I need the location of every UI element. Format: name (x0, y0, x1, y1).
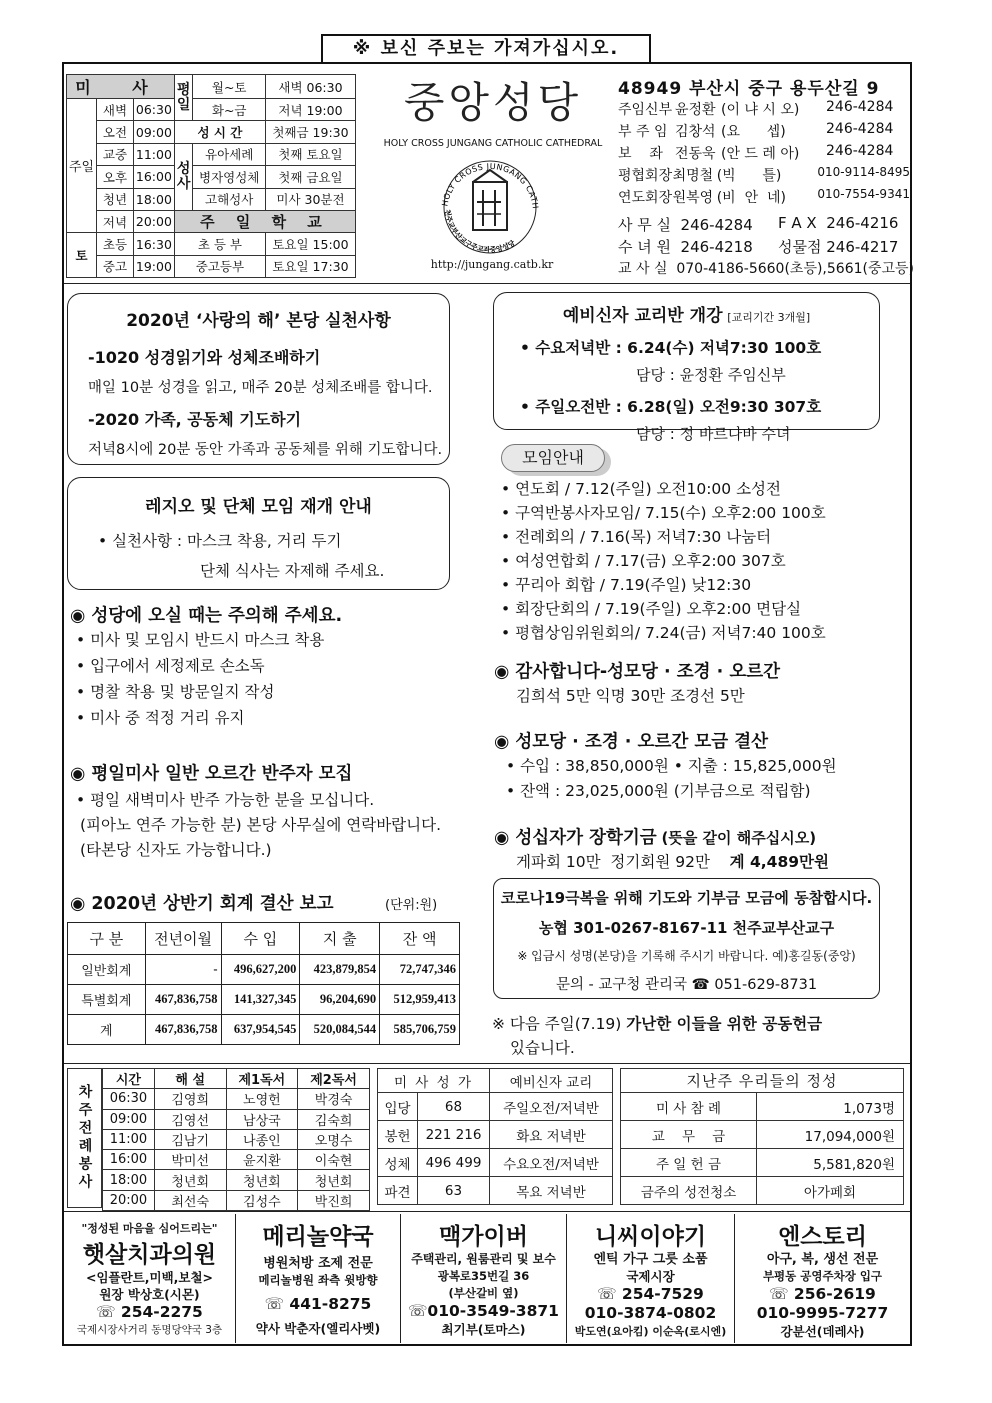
offering-label: 교 무 금 (621, 1121, 757, 1149)
ad-phone: ☏ 256-2619 (769, 1285, 876, 1303)
acct-cell: 467,836,758 (145, 985, 221, 1015)
acct-cell: 467,836,758 (145, 1015, 221, 1045)
ad-line: 약사 박춘자(엘리사벳) (255, 1321, 381, 1336)
sacrament-time: 첫째 토요일 (265, 143, 355, 165)
sunday-slot: 새벽 (97, 99, 133, 120)
ad-line: 국제시장사거리 동명당약국 3층 (76, 1324, 223, 1336)
acct-cell: 637,954,545 (221, 1015, 300, 1045)
ad-line: 박도연(요아킴) 이순옥(로시엔) (574, 1325, 727, 1338)
servers-cell: 김숙희 (298, 1109, 370, 1129)
sunday-time: 06:30 (135, 102, 172, 118)
servers-cell: 나종인 (226, 1129, 298, 1149)
header-divider (64, 283, 910, 284)
catechism-title: 예비신자 교리반 개강 (562, 306, 723, 326)
acct-cell: 423,879,854 (300, 955, 380, 985)
acct-cell: 520,084,544 (300, 1015, 380, 1045)
acct-cell: - (145, 955, 221, 985)
sunday-time: 09:00 (135, 124, 172, 140)
offering-label: 금주의 성전청소 (621, 1177, 757, 1205)
ad-line: 최기부(토마스) (441, 1322, 526, 1337)
catechism-wed-time: 6.24(수) 저녁7:30 100호 (627, 339, 822, 357)
acct-header: 잔 액 (380, 923, 460, 955)
servers-cell: 09:00 (103, 1109, 155, 1129)
church-address: 48949 부산시 중구 용두산길 9 (618, 79, 880, 99)
love-year-item1-desc: 매일 10분 성경을 읽고, 매주 20분 성체조배를 합니다. (88, 380, 433, 396)
scholarship-sub: (뜻을 같이 해주십시오) (661, 829, 817, 847)
office-phone: 사 무 실 246-4284 (618, 216, 753, 234)
ad-line: <임플란트,미백,보철> (85, 1270, 214, 1285)
offering-title: 지난주 우리들의 정성 (621, 1069, 904, 1093)
servers-cell: 남상국 (226, 1109, 298, 1129)
ad-macgyver (401, 1214, 567, 1343)
servers-header: 제2독서 (298, 1069, 370, 1089)
bottom-divider (64, 1063, 910, 1064)
stats-cell: 수요오전/저녁반 (490, 1149, 613, 1177)
stats-cell: 주일오전/저녁반 (490, 1093, 613, 1121)
saturday-time: 16:30 (135, 236, 172, 252)
love-year-item2-desc: 저녁8시에 20분 동안 가족과 공동체를 위해 기도합니다. (88, 442, 443, 458)
staff-row: 평협회장 최명철 (빅 틀) 010-9114-8495 (618, 165, 910, 184)
organist-line: • 평일 새벽미사 반주 가능한 분을 모십니다. (76, 791, 375, 809)
offering-table (620, 1068, 904, 1205)
acct-header: 전년이월 (145, 923, 221, 955)
saturday-slot: 중고 (97, 256, 133, 277)
meeting-item: • 평협상임위원회의/ 7.24(금) 저녁7:40 100호 (501, 624, 826, 642)
legio-title: 레지오 및 단체 모임 재개 안내 (145, 497, 372, 517)
stats-cell: 입당 (378, 1093, 418, 1121)
take-bulletin-banner: ※ 보신 주보는 가져가십시오. (321, 34, 651, 64)
servers-header: 시간 (103, 1069, 155, 1089)
legio-line1: • 실천사항 : 마스크 착용, 거리 두기 (98, 532, 342, 550)
ad-name: 엔스토리 (778, 1224, 867, 1250)
acct-cell: 585,706,759 (380, 1015, 460, 1045)
caution-item: • 미사 중 적정 거리 유지 (76, 709, 245, 727)
meeting-item: • 여성연합회 / 7.17(금) 오후2:00 307호 (501, 552, 786, 570)
offering-value: 1,073명 (757, 1093, 904, 1121)
offering-value: 아가페회 (757, 1177, 904, 1205)
weekday-days: 월~토 (193, 75, 265, 99)
stats-header: 미 사 성 가 (378, 1069, 490, 1093)
servers-cell: 박경숙 (298, 1089, 370, 1109)
ad-dental-clinic (64, 1214, 236, 1343)
ad-name: 메리놀약국 (262, 1224, 374, 1250)
weekday-label: 평일 (174, 75, 193, 121)
servers-cell: 11:00 (103, 1129, 155, 1149)
servers-cell: 청년회 (226, 1170, 298, 1190)
teacher-room-phone: 교 사 실 070-4186-5660(초등),5661(중고등) (618, 261, 915, 277)
ad-name: 맥가이버 (439, 1224, 528, 1250)
ad-phone: ☏ 254-2275 (96, 1303, 203, 1321)
thanks-line: 김희석 5만 익명 30만 조경선 5만 (516, 687, 745, 705)
settlement-title: ◉ 성모당 · 조경 · 오르간 모금 결산 (494, 732, 769, 752)
saturday-slot: 초등 (97, 233, 133, 254)
catechism-period: [교리기간 3개월] (727, 311, 811, 324)
sunday-label: 주일 (67, 99, 97, 233)
organist-line: (피아노 연주 가능한 분) 본당 사무실에 연락바랍니다. (80, 816, 442, 834)
sunday-time: 16:00 (135, 169, 172, 185)
meetings-tag: 모임안내 (501, 444, 605, 472)
ad-line: 엔틱 가구 그릇 소품 (593, 1252, 708, 1267)
servers-cell: 노영헌 (226, 1089, 298, 1109)
sunday-time: 11:00 (135, 146, 172, 162)
ad-phone: ☏010-3549-3871 (408, 1302, 559, 1320)
covid-contact: 문의 - 교구청 관리국 ☎ 051-629-8731 (555, 977, 818, 993)
saturday-label: 토 (67, 233, 97, 278)
shop-phone: 성물점 246-4217 (778, 238, 899, 256)
holy-hour-label: 성 시 간 (174, 121, 265, 143)
acct-header: 구 분 (68, 923, 146, 955)
ad-name: 니씨이야기 (594, 1224, 707, 1250)
servers-cell: 오명수 (298, 1129, 370, 1149)
meeting-item: • 전례회의 / 7.16(목) 저녁7:30 나눔터 (501, 528, 772, 546)
meeting-item: • 연도회 / 7.12(주일) 오전10:00 소성전 (501, 480, 782, 498)
scholarship-title: ◉ 성십자가 장학기금 (494, 828, 657, 848)
stats-cell: 63 (418, 1177, 490, 1205)
covid-note: ※ 입금시 성명(본당)을 기록해 주시기 바랍니다. 예)홍길동(중앙) (517, 949, 856, 963)
svg-text:HOLY CROSS JUNGANG CATHOLIC CA: HOLY CROSS JUNGANG CATH (440, 161, 540, 210)
covid-account: 농협 301-0267-8167-11 천주교부산교구 (538, 919, 835, 937)
sacrament-time: 첫째 금요일 (265, 166, 355, 188)
servers-cell: 청년회 (298, 1170, 370, 1190)
catechism-sun-label: • 주일오전반 : (520, 398, 622, 416)
ad-line: 주택관리, 원룸관리 및 보수 (411, 1252, 556, 1266)
sunday-slot: 오후 (97, 166, 133, 187)
offering-label: 주 일 헌 금 (621, 1149, 757, 1177)
accounting-table (67, 922, 460, 1045)
servers-cell: 06:30 (103, 1089, 155, 1109)
accounting-unit: (단위:원) (385, 898, 438, 913)
ad-phone: 010-3874-0802 (584, 1304, 717, 1322)
settlement-line1: • 수입 : 38,850,000원 • 지출 : 15,825,000원 (506, 757, 837, 775)
love-year-box (67, 293, 450, 465)
mass-schedule-table (66, 74, 356, 278)
sunday-slot: 저녁 (97, 211, 133, 232)
staff-list (618, 99, 910, 209)
acct-row-label: 일반회계 (68, 955, 146, 985)
acct-cell: 496,627,200 (221, 955, 300, 985)
stats-header: 예비신자 교리 (490, 1069, 613, 1093)
servers-cell: 박진희 (298, 1190, 370, 1210)
caution-item: • 입구에서 세정제로 손소독 (76, 657, 265, 675)
sacrament-label: 성사 (174, 143, 193, 210)
church-english-name: HOLY CROSS JUNGANG CATHOLIC CATHEDRAL (383, 138, 603, 149)
covid-box (493, 878, 880, 999)
ad-phone: ☏ 441-8275 (264, 1295, 372, 1313)
ad-line: 강분선(데레사) (780, 1324, 865, 1339)
ad-phone: 010-9995-7277 (756, 1304, 889, 1322)
servers-cell: 18:00 (103, 1170, 155, 1190)
love-year-title: 2020년 ‘사랑의 해’ 본당 실천사항 (126, 311, 391, 331)
servers-cell: 김영선 (154, 1109, 226, 1129)
church-url: http://jungang.catb.kr (430, 258, 554, 271)
servers-table (102, 1068, 370, 1211)
staff-row: 부 주 임 김창석 (요 셉) 246-4284 (618, 121, 894, 140)
meeting-item: • 꾸리아 회합 / 7.19(주일) 낮12:30 (501, 576, 752, 594)
catechism-wed-who: 담당 : 윤정환 주임신부 (636, 366, 786, 384)
stats-cell: 221 216 (418, 1121, 490, 1149)
catechism-sun-who: 담당 : 정 바르나바 수녀 (636, 425, 791, 443)
acct-row-label: 계 (68, 1015, 146, 1045)
love-year-item1: -1020 성경읽기와 성체조배하기 (88, 348, 321, 367)
ad-name: 햇살치과의원 (82, 1242, 217, 1268)
covid-title: 코로나19극복을 위해 기도와 기부금 모금에 동참합시다. (500, 889, 873, 907)
school-dept: 초 등 부 (174, 233, 265, 255)
weekday-time: 새벽 06:30 (265, 75, 355, 99)
servers-cell: 청년회 (154, 1170, 226, 1190)
sacrament-time: 미사 30분전 (265, 188, 355, 210)
offering-value: 5,581,820원 (757, 1149, 904, 1177)
school-time: 토요일 15:00 (265, 233, 355, 255)
servers-cell: 최선숙 (154, 1190, 226, 1210)
ad-line: 병원처방 조제 전문 (263, 1256, 373, 1271)
next-sunday-line2: 있습니다. (510, 1039, 575, 1057)
thanks-title: ◉ 감사합니다-성모당 · 조경 · 오르간 (494, 662, 781, 682)
stats-cell: 파견 (378, 1177, 418, 1205)
church-name: 중앙성당 (403, 78, 583, 127)
acct-row-label: 특별회계 (68, 985, 146, 1015)
organist-line: (타본당 신자도 가능합니다.) (80, 841, 272, 859)
acct-header: 수 입 (221, 923, 300, 955)
legio-line2: 단체 식사는 자제해 주세요. (200, 562, 385, 580)
next-sunday-line1: ※ 다음 주일(7.19) (492, 1015, 622, 1033)
svg-text:천주교부산교구주교좌중앙성당: 천주교부산교구주교좌중앙성당 (442, 208, 517, 255)
school-time: 토요일 17:30 (265, 255, 355, 277)
sunday-time: 20:00 (135, 214, 172, 230)
servers-cell: 김성수 (226, 1190, 298, 1210)
staff-row: 연도회장 원복영 (비 안 네) 010-7554-9341 (618, 187, 910, 206)
acct-header: 지 출 (300, 923, 380, 955)
scholarship-line: 게파회 10만 정기회원 92만 (516, 853, 710, 871)
church-seal-logo (425, 152, 555, 256)
servers-cell: 16:00 (103, 1150, 155, 1170)
servers-label: 차주전례봉사 (67, 1068, 102, 1208)
ad-line: 원장 박상호(시몬) (99, 1287, 200, 1302)
legio-box (67, 477, 450, 590)
ad-line: 광복로35번길 36 (437, 1269, 530, 1283)
servers-cell: 윤지환 (226, 1150, 298, 1170)
sunday-time: 18:00 (135, 191, 172, 207)
organist-title: ◉ 평일미사 일반 오르간 반주자 모집 (70, 764, 353, 784)
servers-cell: 20:00 (103, 1190, 155, 1210)
hymn-catechism-table (377, 1068, 613, 1205)
meeting-item: • 구역반봉사자모임/ 7.15(수) 오후2:00 100호 (501, 504, 826, 522)
ad-tagline: "정성된 마음을 심어드리는" (81, 1222, 218, 1235)
next-sunday-bold: 가난한 이들을 위한 공동헌금 (626, 1015, 823, 1033)
catechism-sun-time: 6.28(일) 오전9:30 307호 (627, 398, 822, 416)
sunday-slot: 오전 (97, 121, 133, 142)
ad-line: 부평동 공영주차장 입구 (762, 1269, 883, 1283)
scholarship-total: 계 4,489만원 (729, 853, 829, 871)
acct-cell: 96,204,690 (300, 985, 380, 1015)
sacrament-type: 유아세례 (193, 143, 265, 165)
love-year-item2: -2020 가족, 공동체 기도하기 (88, 410, 302, 429)
fax: F A X 246-4216 (778, 214, 899, 232)
ad-line: 메리놀병원 좌측 윗방향 (258, 1273, 378, 1287)
settlement-line2: • 잔액 : 23,025,000원 (기부금으로 적립함) (506, 782, 811, 800)
stats-cell: 성체 (378, 1149, 418, 1177)
acct-cell: 512,959,413 (380, 985, 460, 1015)
ad-line: 국제시장 (626, 1269, 675, 1284)
ad-line: (부산갈비 옆) (448, 1286, 519, 1300)
ad-n-story (735, 1214, 910, 1343)
stats-cell: 봉헌 (378, 1121, 418, 1149)
ad-nissi-story (567, 1214, 735, 1343)
ad-maryknoll-pharmacy (236, 1214, 401, 1343)
offering-label: 미 사 참 례 (621, 1093, 757, 1121)
offering-value: 17,094,000원 (757, 1121, 904, 1149)
sacrament-type: 병자영성체 (193, 166, 265, 188)
servers-cell: 김영희 (154, 1089, 226, 1109)
servers-header: 해 설 (154, 1069, 226, 1089)
sunday-slot: 청년 (97, 189, 133, 210)
ads-divider (64, 1211, 910, 1212)
catechism-box (493, 292, 880, 443)
catechism-wed-label: • 수요저녁반 : (520, 339, 622, 357)
convent-phone: 수 녀 원 246-4218 (618, 238, 753, 256)
servers-header: 제1독서 (226, 1069, 298, 1089)
caution-item: • 명찰 착용 및 방문일지 작성 (76, 683, 275, 701)
sunday-school-title: 주 일 학 교 (174, 210, 355, 232)
stats-cell: 496 499 (418, 1149, 490, 1177)
holy-hour-time: 첫째금 19:30 (265, 121, 355, 143)
servers-cell: 박미선 (154, 1150, 226, 1170)
stats-cell: 화요 저녁반 (490, 1121, 613, 1149)
ad-line: 아구, 복, 생선 전문 (766, 1252, 879, 1267)
servers-cell: 이숙현 (298, 1150, 370, 1170)
staff-row: 보 좌 전동욱 (안 드 레 아) 246-4284 (618, 143, 894, 162)
acct-cell: 141,327,345 (221, 985, 300, 1015)
ad-phone: ☏ 254-7529 (597, 1285, 704, 1303)
meeting-item: • 회장단회의 / 7.19(주일) 오후2:00 면담실 (501, 600, 802, 618)
mass-title: 미 사 (67, 75, 175, 99)
saturday-time: 19:00 (135, 258, 172, 274)
caution-item: • 미사 및 모임시 반드시 마스크 착용 (76, 631, 325, 649)
staff-row: 주임신부 윤정환 (이 냐 시 오) 246-4284 (618, 99, 894, 118)
sacrament-type: 고해성사 (193, 188, 265, 210)
stats-cell: 68 (418, 1093, 490, 1121)
weekday-days: 화~금 (193, 99, 265, 121)
weekday-time: 저녁 19:00 (265, 99, 355, 121)
caution-title: ◉ 성당에 오실 때는 주의해 주세요. (70, 606, 343, 626)
sunday-slot: 교중 (97, 144, 133, 165)
accounting-title: ◉ 2020년 상반기 회계 결산 보고 (70, 894, 334, 914)
stats-cell: 목요 저녁반 (490, 1177, 613, 1205)
school-dept: 중고등부 (174, 255, 265, 277)
servers-cell: 김남기 (154, 1129, 226, 1149)
acct-cell: 72,747,346 (380, 955, 460, 985)
